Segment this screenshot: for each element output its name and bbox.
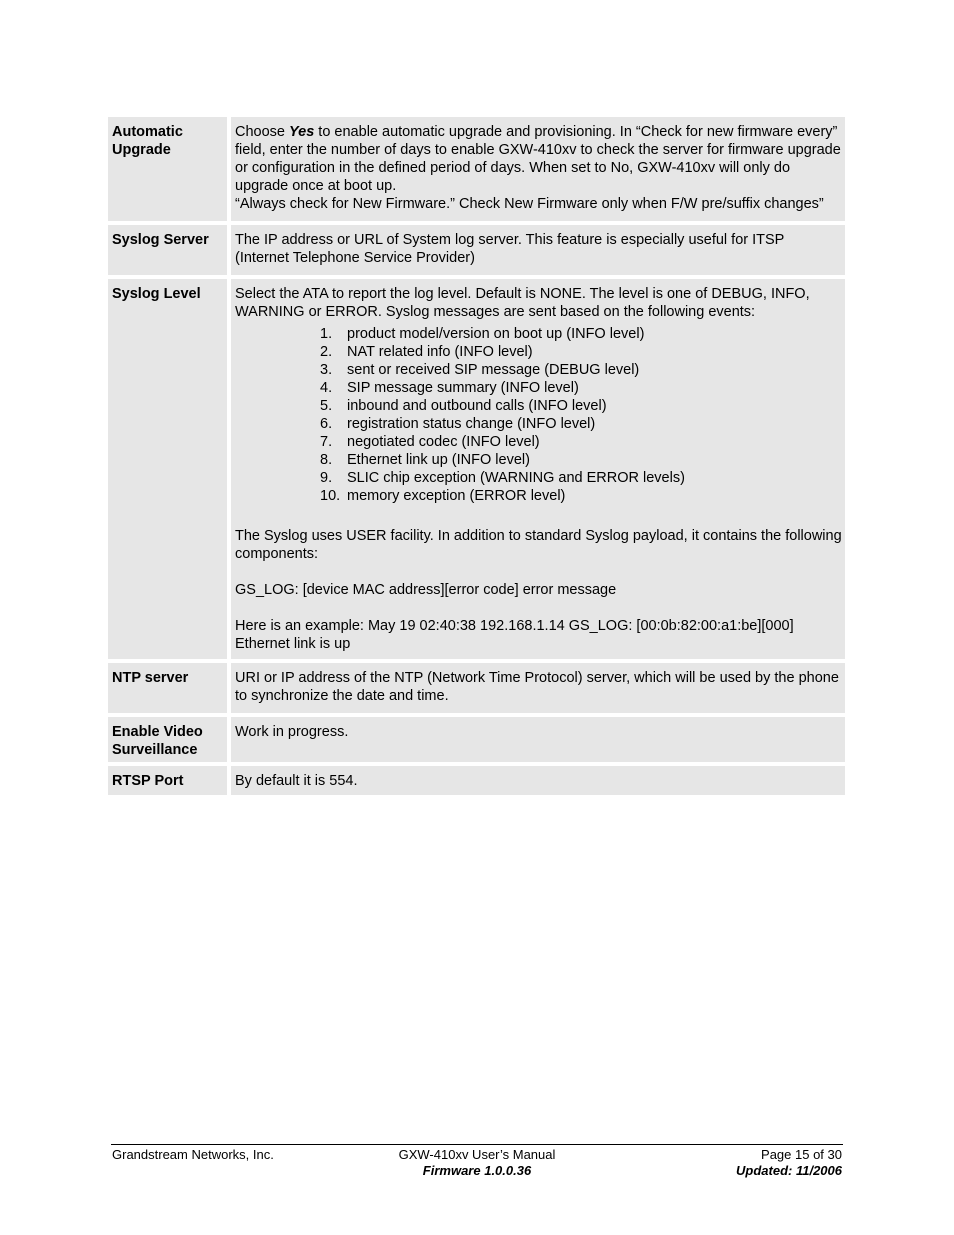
text-segment: Choose xyxy=(235,124,290,140)
list-item xyxy=(320,451,842,469)
footer-company: Grandstream Networks, Inc. xyxy=(112,1147,274,1162)
list-text: product model/version on boot up (INFO level) xyxy=(347,326,645,342)
description-text: URI or IP address of the NTP (Network Time Protocol) server, which will be used by the phone to synchronize the date and time. xyxy=(235,670,839,704)
list-text: negotiated codec (INFO level) xyxy=(347,434,540,450)
row-label: RTSP Port xyxy=(108,766,227,795)
table-row-syslog-server xyxy=(108,225,845,275)
list-text: SLIC chip exception (WARNING and ERROR levels) xyxy=(347,470,685,486)
description-text: By default it is 554. xyxy=(235,773,358,789)
footer-manual-title: GXW-410xv User’s Manual xyxy=(398,1147,556,1162)
table-row-automatic-upgrade xyxy=(108,117,845,221)
text-segment: to enable automatic upgrade and provisioning. In “Check for new firmware every” field, enter the number of days to enable GXW-410xv to check the server for firmware upgrade or configuration in the defined period of days. When set to No, GXW-410xv will only do upgrade once at boot up. xyxy=(235,124,841,194)
description-text-2: “Always check for New Firmware.” Check New Firmware only when F/W pre/suffix changes” xyxy=(235,196,824,212)
list-text: sent or received SIP message (DEBUG level) xyxy=(347,362,640,378)
row-description xyxy=(231,117,845,221)
list-item xyxy=(320,469,842,487)
list-item xyxy=(320,487,842,505)
row-label: Syslog Server xyxy=(108,225,227,275)
list-number: 9. xyxy=(320,470,333,486)
row-description xyxy=(231,717,845,762)
footer-firmware: Firmware 1.0.0.36 xyxy=(422,1163,532,1178)
syslog-intro: Select the ATA to report the log level. Default is NONE. The level is one of DEBUG, INFO, WARNING or ERROR. Syslog messages are sent based on the following events: xyxy=(235,286,810,320)
row-label: Syslog Level xyxy=(108,279,227,659)
list-text: inbound and outbound calls (INFO level) xyxy=(347,398,607,414)
emphasis-yes: Yes xyxy=(289,124,315,140)
list-item xyxy=(320,433,842,451)
parameter-table xyxy=(108,117,845,799)
footer-updated: Updated: 11/2006 xyxy=(736,1163,842,1178)
list-text: NAT related info (INFO level) xyxy=(347,344,533,360)
description-text: Work in progress. xyxy=(235,724,349,740)
row-description xyxy=(231,766,845,795)
syslog-para-facility: The Syslog uses USER facility. In addition to standard Syslog payload, it contains the following components: xyxy=(235,528,842,562)
description-text: The IP address or URL of System log server. This feature is especially useful for ITSP (Internet Telephone Service Provider) xyxy=(235,232,785,266)
syslog-para-example: Here is an example: May 19 02:40:38 192.168.1.14 GS_LOG: [00:0b:82:00:a1:be][000] Ethernet link is up xyxy=(235,618,794,652)
row-description xyxy=(231,279,845,659)
list-item xyxy=(320,379,842,397)
list-text: SIP message summary (INFO level) xyxy=(347,380,579,396)
table-row-rtsp-port xyxy=(108,766,845,795)
table-row-syslog-level xyxy=(108,279,845,659)
list-text: Ethernet link up (INFO level) xyxy=(347,452,530,468)
list-text: memory exception (ERROR level) xyxy=(347,488,566,504)
page-footer xyxy=(111,1144,843,1178)
syslog-para-format: GS_LOG: [device MAC address][error code] error message xyxy=(235,582,617,598)
row-description xyxy=(231,663,845,713)
list-number: 1. xyxy=(320,326,333,342)
list-text: registration status change (INFO level) xyxy=(347,416,596,432)
row-description xyxy=(231,225,845,275)
footer-page-number: Page 15 of 30 xyxy=(761,1147,842,1162)
list-number: 6. xyxy=(320,416,333,432)
list-number: 2. xyxy=(320,344,333,360)
row-label: Automatic Upgrade xyxy=(108,117,227,221)
row-label: Enable Video Surveillance xyxy=(108,717,227,762)
list-item xyxy=(320,415,842,433)
list-item xyxy=(320,361,842,379)
table-row-ntp-server xyxy=(108,663,845,713)
row-label: NTP server xyxy=(108,663,227,713)
list-number: 8. xyxy=(320,452,333,468)
description-text xyxy=(235,123,842,195)
list-number: 5. xyxy=(320,398,333,414)
footer-right xyxy=(736,1147,842,1179)
table-row-enable-video-surveillance xyxy=(108,717,845,762)
list-number: 4. xyxy=(320,380,333,396)
list-number: 3. xyxy=(320,362,333,378)
list-item xyxy=(320,325,842,343)
list-item xyxy=(320,397,842,415)
syslog-event-list xyxy=(235,325,842,505)
list-number: 7. xyxy=(320,434,333,450)
footer-center xyxy=(111,1147,843,1179)
list-item xyxy=(320,343,842,361)
list-number: 10. xyxy=(320,488,341,504)
